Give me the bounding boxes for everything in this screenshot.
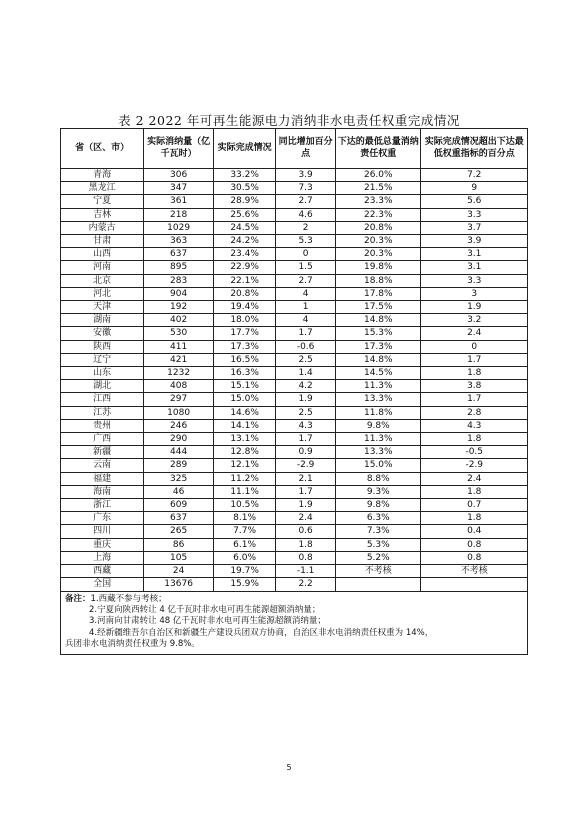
cell-completion: 12.8% <box>214 446 276 459</box>
cell-consumption: 325 <box>144 472 214 485</box>
cell-consumption: 192 <box>144 301 214 314</box>
cell-min-weight: 22.3% <box>336 208 421 221</box>
cell-completion: 25.6% <box>214 208 276 221</box>
table-row <box>61 525 528 538</box>
table-row <box>61 353 528 366</box>
note-3: 3.河南向甘肃转让 48 亿千瓦时非水电可再生能源超额消纳量； <box>89 616 326 627</box>
table-row <box>61 327 528 340</box>
notes-cell <box>61 591 528 654</box>
cell-min-weight: 13.3% <box>336 393 421 406</box>
cell-province: 天津 <box>61 301 144 314</box>
cell-exceed-points: 2.4 <box>421 472 528 485</box>
cell-province: 北京 <box>61 274 144 287</box>
cell-province: 山东 <box>61 367 144 380</box>
cell-exceed-points: 5.6 <box>421 195 528 208</box>
cell-min-weight: 14.8% <box>336 353 421 366</box>
cell-exceed-points: -2.9 <box>421 459 528 472</box>
table-row <box>61 565 528 578</box>
cell-exceed-points: 1.8 <box>421 485 528 498</box>
cell-completion: 14.6% <box>214 406 276 419</box>
cell-exceed-points: 3.3 <box>421 274 528 287</box>
cell-completion: 22.9% <box>214 261 276 274</box>
cell-consumption: 411 <box>144 340 214 353</box>
cell-exceed-points: 3.7 <box>421 221 528 234</box>
cell-min-weight: 13.3% <box>336 446 421 459</box>
cell-completion: 16.3% <box>214 367 276 380</box>
cell-exceed-points: 3 <box>421 287 528 300</box>
cell-yoy-increase: 2 <box>276 221 336 234</box>
cell-completion: 19.7% <box>214 565 276 578</box>
table-row <box>61 393 528 406</box>
cell-yoy-increase: 1 <box>276 301 336 314</box>
cell-completion: 15.1% <box>214 380 276 393</box>
cell-province: 西藏 <box>61 565 144 578</box>
header-actual-completion: 实际完成情况 <box>214 129 276 169</box>
cell-exceed-points: 3.9 <box>421 235 528 248</box>
cell-province: 云南 <box>61 459 144 472</box>
cell-yoy-increase: 4 <box>276 287 336 300</box>
cell-min-weight: 14.5% <box>336 367 421 380</box>
cell-exceed-points: 1.7 <box>421 353 528 366</box>
cell-yoy-increase: 4.6 <box>276 208 336 221</box>
table-row <box>61 485 528 498</box>
header-yoy-increase: 同比增加百分点 <box>276 129 336 169</box>
cell-min-weight: 5.2% <box>336 551 421 564</box>
table-row <box>61 367 528 380</box>
cell-province: 四川 <box>61 525 144 538</box>
cell-exceed-points: 2.4 <box>421 327 528 340</box>
cell-province: 贵州 <box>61 419 144 432</box>
cell-min-weight: 11.3% <box>336 433 421 446</box>
cell-consumption: 246 <box>144 419 214 432</box>
cell-completion: 13.1% <box>214 433 276 446</box>
table-row <box>61 380 528 393</box>
header-actual-consumption: 实际消纳量（亿千瓦时） <box>144 129 214 169</box>
cell-min-weight: 5.3% <box>336 538 421 551</box>
cell-consumption: 637 <box>144 248 214 261</box>
table-row <box>61 538 528 551</box>
cell-yoy-increase: 0.6 <box>276 525 336 538</box>
cell-consumption: 297 <box>144 393 214 406</box>
cell-yoy-increase: 1.7 <box>276 327 336 340</box>
table-row <box>61 208 528 221</box>
header-min-weight: 下达的最低总量消纳责任权重 <box>336 129 421 169</box>
table-row <box>61 169 528 182</box>
cell-yoy-increase: -1.1 <box>276 565 336 578</box>
cell-consumption: 1232 <box>144 367 214 380</box>
cell-yoy-increase: 1.7 <box>276 485 336 498</box>
cell-province: 青海 <box>61 169 144 182</box>
table-row <box>61 235 528 248</box>
cell-province: 河北 <box>61 287 144 300</box>
cell-province: 陕西 <box>61 340 144 353</box>
cell-completion: 14.1% <box>214 419 276 432</box>
cell-consumption: 408 <box>144 380 214 393</box>
note-4-continued: 兵团非水电消纳责任权重为 9.8%。 <box>65 639 200 650</box>
table-row <box>61 578 528 591</box>
cell-consumption: 530 <box>144 327 214 340</box>
cell-min-weight: 11.3% <box>336 380 421 393</box>
cell-min-weight: 7.3% <box>336 525 421 538</box>
cell-consumption: 609 <box>144 499 214 512</box>
cell-consumption: 895 <box>144 261 214 274</box>
cell-consumption: 306 <box>144 169 214 182</box>
table-row <box>61 446 528 459</box>
cell-completion: 6.1% <box>214 538 276 551</box>
cell-min-weight: 26.0% <box>336 169 421 182</box>
cell-exceed-points: 2.8 <box>421 406 528 419</box>
table-row <box>61 261 528 274</box>
cell-exceed-points <box>421 578 528 591</box>
cell-completion: 15.9% <box>214 578 276 591</box>
cell-completion: 24.2% <box>214 235 276 248</box>
cell-min-weight: 18.8% <box>336 274 421 287</box>
notes-row <box>61 591 528 654</box>
cell-province: 全国 <box>61 578 144 591</box>
table-row <box>61 314 528 327</box>
cell-yoy-increase: 2.7 <box>276 195 336 208</box>
cell-province: 浙江 <box>61 499 144 512</box>
cell-completion: 19.4% <box>214 301 276 314</box>
cell-min-weight: 14.8% <box>336 314 421 327</box>
cell-yoy-increase: 0.8 <box>276 551 336 564</box>
cell-province: 黑龙江 <box>61 182 144 195</box>
cell-yoy-increase: 2.4 <box>276 512 336 525</box>
cell-completion: 7.7% <box>214 525 276 538</box>
cell-completion: 10.5% <box>214 499 276 512</box>
cell-yoy-increase: -0.6 <box>276 340 336 353</box>
cell-min-weight: 23.3% <box>336 195 421 208</box>
cell-exceed-points: 1.9 <box>421 301 528 314</box>
table-body <box>61 169 528 592</box>
cell-min-weight: 9.8% <box>336 419 421 432</box>
cell-province: 湖北 <box>61 380 144 393</box>
cell-min-weight: 8.8% <box>336 472 421 485</box>
cell-exceed-points: 0.8 <box>421 538 528 551</box>
cell-yoy-increase: 2.5 <box>276 406 336 419</box>
cell-consumption: 24 <box>144 565 214 578</box>
cell-province: 湖南 <box>61 314 144 327</box>
cell-province: 宁夏 <box>61 195 144 208</box>
cell-exceed-points: 0.8 <box>421 551 528 564</box>
cell-completion: 15.0% <box>214 393 276 406</box>
cell-exceed-points: 9 <box>421 182 528 195</box>
note-2: 2.宁夏向陕西转让 4 亿千瓦时非水电可再生能源超额消纳量； <box>89 604 321 615</box>
table-row <box>61 512 528 525</box>
cell-consumption: 363 <box>144 235 214 248</box>
cell-yoy-increase: 2.1 <box>276 472 336 485</box>
cell-yoy-increase: 1.7 <box>276 433 336 446</box>
table-row <box>61 248 528 261</box>
cell-yoy-increase: 4.3 <box>276 419 336 432</box>
cell-min-weight: 6.3% <box>336 512 421 525</box>
table-row <box>61 419 528 432</box>
table-row <box>61 195 528 208</box>
table-row <box>61 406 528 419</box>
cell-yoy-increase: 5.3 <box>276 235 336 248</box>
cell-yoy-increase: 0 <box>276 248 336 261</box>
cell-consumption: 361 <box>144 195 214 208</box>
cell-yoy-increase: 2.5 <box>276 353 336 366</box>
consumption-table <box>60 128 528 655</box>
cell-completion: 30.5% <box>214 182 276 195</box>
cell-min-weight: 21.5% <box>336 182 421 195</box>
cell-yoy-increase: 4 <box>276 314 336 327</box>
cell-completion: 18.0% <box>214 314 276 327</box>
header-exceed-points: 实际完成情况超出下达最低权重指标的百分点 <box>421 129 528 169</box>
cell-min-weight: 9.3% <box>336 485 421 498</box>
cell-min-weight: 20.3% <box>336 248 421 261</box>
table-title: 表 2 2022 年可再生能源电力消纳非水电责任权重完成情况 <box>118 113 460 128</box>
cell-exceed-points: 1.8 <box>421 367 528 380</box>
cell-exceed-points: 3.3 <box>421 208 528 221</box>
page-number: 5 <box>286 763 292 772</box>
cell-province: 重庆 <box>61 538 144 551</box>
cell-consumption: 105 <box>144 551 214 564</box>
note-1: 1.西藏不参与考核； <box>90 593 167 604</box>
cell-exceed-points: 不考核 <box>421 565 528 578</box>
cell-completion: 20.8% <box>214 287 276 300</box>
cell-min-weight: 9.8% <box>336 499 421 512</box>
cell-exceed-points: 7.2 <box>421 169 528 182</box>
cell-completion: 22.1% <box>214 274 276 287</box>
cell-consumption: 290 <box>144 433 214 446</box>
cell-province: 福建 <box>61 472 144 485</box>
table-row <box>61 182 528 195</box>
cell-exceed-points: 1.8 <box>421 512 528 525</box>
table-row <box>61 433 528 446</box>
cell-exceed-points: 3.8 <box>421 380 528 393</box>
cell-yoy-increase: 3.9 <box>276 169 336 182</box>
cell-province: 上海 <box>61 551 144 564</box>
cell-consumption: 904 <box>144 287 214 300</box>
cell-completion: 23.4% <box>214 248 276 261</box>
cell-yoy-increase: 1.4 <box>276 367 336 380</box>
cell-completion: 12.1% <box>214 459 276 472</box>
cell-consumption: 218 <box>144 208 214 221</box>
cell-min-weight: 17.8% <box>336 287 421 300</box>
cell-completion: 17.3% <box>214 340 276 353</box>
cell-exceed-points: 1.8 <box>421 433 528 446</box>
cell-consumption: 1029 <box>144 221 214 234</box>
cell-province: 山西 <box>61 248 144 261</box>
table-header-row <box>61 129 528 169</box>
cell-exceed-points: 4.3 <box>421 419 528 432</box>
cell-consumption: 13676 <box>144 578 214 591</box>
cell-min-weight: 19.8% <box>336 261 421 274</box>
cell-min-weight: 17.3% <box>336 340 421 353</box>
cell-yoy-increase: 2.2 <box>276 578 336 591</box>
cell-province: 辽宁 <box>61 353 144 366</box>
cell-province: 吉林 <box>61 208 144 221</box>
cell-min-weight: 15.3% <box>336 327 421 340</box>
cell-min-weight: 不考核 <box>336 565 421 578</box>
cell-consumption: 444 <box>144 446 214 459</box>
cell-completion: 24.5% <box>214 221 276 234</box>
cell-yoy-increase: 2.7 <box>276 274 336 287</box>
cell-min-weight: 20.3% <box>336 235 421 248</box>
cell-yoy-increase: -2.9 <box>276 459 336 472</box>
cell-completion: 16.5% <box>214 353 276 366</box>
cell-yoy-increase: 7.3 <box>276 182 336 195</box>
cell-province: 江西 <box>61 393 144 406</box>
table-row <box>61 287 528 300</box>
cell-exceed-points: 1.7 <box>421 393 528 406</box>
table-row <box>61 274 528 287</box>
note-4: 4.经新疆维吾尔自治区和新疆生产建设兵团双方协商，自治区非水电消纳责任权重为 14%， <box>89 627 434 638</box>
cell-yoy-increase: 1.9 <box>276 499 336 512</box>
cell-province: 广东 <box>61 512 144 525</box>
cell-exceed-points: 0.7 <box>421 499 528 512</box>
cell-consumption: 637 <box>144 512 214 525</box>
header-province: 省（区、市） <box>61 129 144 169</box>
table-row <box>61 499 528 512</box>
cell-exceed-points: 0 <box>421 340 528 353</box>
cell-exceed-points: -0.5 <box>421 446 528 459</box>
cell-exceed-points: 0.4 <box>421 525 528 538</box>
cell-province: 江苏 <box>61 406 144 419</box>
cell-exceed-points: 3.2 <box>421 314 528 327</box>
cell-province: 内蒙古 <box>61 221 144 234</box>
cell-completion: 11.1% <box>214 485 276 498</box>
table-row <box>61 301 528 314</box>
cell-consumption: 265 <box>144 525 214 538</box>
cell-completion: 6.0% <box>214 551 276 564</box>
table-row <box>61 340 528 353</box>
table-row <box>61 459 528 472</box>
cell-yoy-increase: 0.9 <box>276 446 336 459</box>
cell-consumption: 402 <box>144 314 214 327</box>
table-row <box>61 551 528 564</box>
cell-completion: 28.9% <box>214 195 276 208</box>
cell-province: 河南 <box>61 261 144 274</box>
cell-province: 新疆 <box>61 446 144 459</box>
cell-completion: 33.2% <box>214 169 276 182</box>
cell-province: 广西 <box>61 433 144 446</box>
cell-province: 甘肃 <box>61 235 144 248</box>
cell-province: 安徽 <box>61 327 144 340</box>
cell-yoy-increase: 4.2 <box>276 380 336 393</box>
table-row <box>61 472 528 485</box>
cell-completion: 8.1% <box>214 512 276 525</box>
notes-label: 备注： <box>65 593 91 604</box>
cell-province: 海南 <box>61 485 144 498</box>
cell-consumption: 86 <box>144 538 214 551</box>
cell-min-weight: 20.8% <box>336 221 421 234</box>
cell-consumption: 347 <box>144 182 214 195</box>
cell-consumption: 46 <box>144 485 214 498</box>
cell-min-weight: 17.5% <box>336 301 421 314</box>
cell-min-weight <box>336 578 421 591</box>
cell-consumption: 1080 <box>144 406 214 419</box>
cell-consumption: 421 <box>144 353 214 366</box>
cell-completion: 17.7% <box>214 327 276 340</box>
cell-completion: 11.2% <box>214 472 276 485</box>
table-row <box>61 221 528 234</box>
cell-min-weight: 11.8% <box>336 406 421 419</box>
cell-consumption: 289 <box>144 459 214 472</box>
cell-exceed-points: 3.1 <box>421 248 528 261</box>
cell-consumption: 283 <box>144 274 214 287</box>
cell-min-weight: 15.0% <box>336 459 421 472</box>
cell-exceed-points: 3.1 <box>421 261 528 274</box>
cell-yoy-increase: 1.8 <box>276 538 336 551</box>
cell-yoy-increase: 1.9 <box>276 393 336 406</box>
cell-yoy-increase: 1.5 <box>276 261 336 274</box>
